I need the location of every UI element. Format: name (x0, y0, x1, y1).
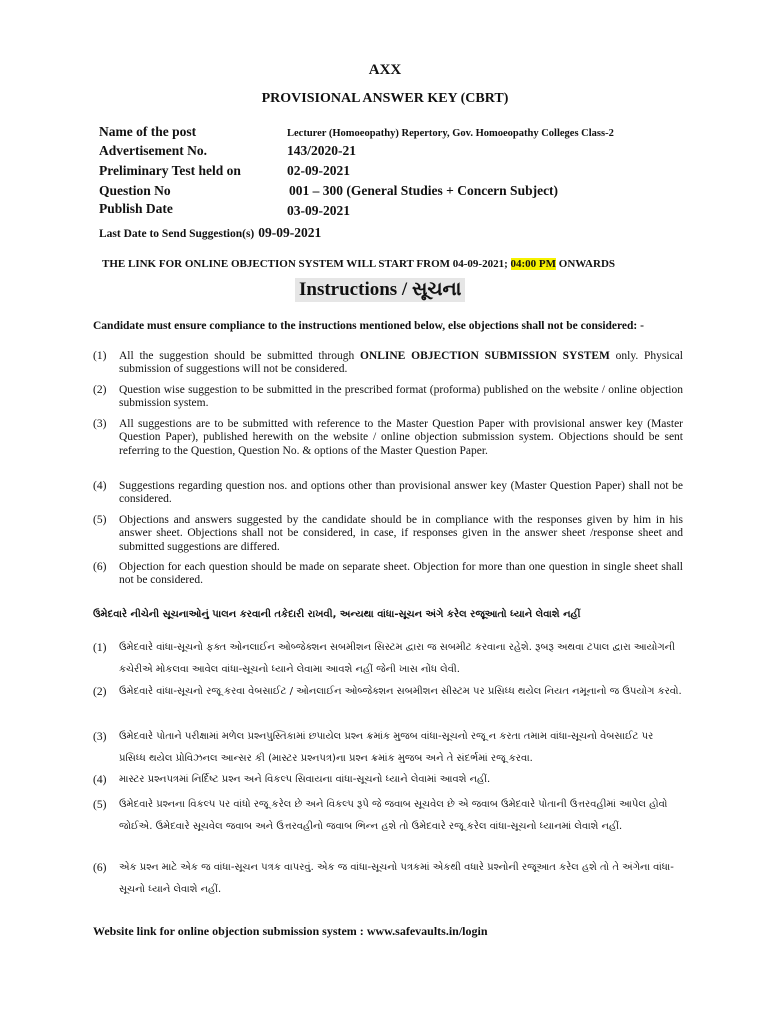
field-post-label: Name of the post (99, 124, 197, 139)
gujarati-item-number: (5) (93, 799, 107, 811)
instruction-text: All suggestions are to be submitted with reference to the Master Question Paper with provisional answer key (Master Question Paper), published herewith on the website / online objection submission system. Objections should be sent referring to the Question, Question No. & options of the Master Question Paper. (119, 418, 683, 457)
field-publish-date-value: 03-09-2021 (287, 203, 350, 218)
field-test-date-label: Preliminary Test held on (99, 163, 241, 178)
field-last-date-label: Last Date to Send Suggestion(s) (99, 228, 255, 240)
gujarati-item-text: ઉમેદવારે પોતાને પરીક્ષામાં મળેલ પ્રશ્નપુસ્તિકામાં છપાયેલ પ્રશ્ન ક્રમાંક મુજબ વાંધા-સૂચનો રજૂ ન કરતા તમામ વાંધા-સૂચનો વેબસાઈટ પર પ્રસિધ્ધ થયેલ પ્રોવિઝનલ આન્સર કી (માસ્ટર પ્રશ્નપત્ર)ના પ્રશ્ન ક્રમાંક મુજબ અને તે સંદર્ભમાં રજૂ કરવા. (119, 731, 654, 764)
instructions-intro: Candidate must ensure compliance to the instructions mentioned below, else objections shall not be considered: - (93, 320, 644, 332)
gujarati-item (93, 637, 683, 681)
gujarati-item-number: (1) (93, 642, 107, 654)
gujarati-item (93, 769, 683, 791)
gujarati-item (93, 681, 683, 703)
notice-text: THE LINK FOR ONLINE OBJECTION SYSTEM WILL START FROM 04-09-2021; (102, 258, 508, 270)
website-link[interactable]: www.safevaults.in/login (366, 924, 488, 938)
instructions-title: Instructions / સૂચના (295, 278, 465, 302)
instruction-number: (2) (93, 384, 107, 396)
instruction-item (93, 480, 683, 507)
gujarati-item-text: માસ્ટર પ્રશ્નપત્રમાં નિર્દિષ્ટ પ્રશ્ન અને વિકલ્પ સિવાયના વાંધા-સૂચનો ધ્યાને લેવામાં આવશે નહીં. (119, 774, 491, 785)
gujarati-item (93, 857, 683, 901)
instruction-number: (4) (93, 480, 107, 492)
instruction-text: Objections and answers suggested by the candidate should be in compliance with the responses given by him in his answer sheet. Objections shall not be considered, in case, if responses given in the answer sheet /response sheet and submitted suggestions are differed. (119, 514, 683, 553)
gujarati-item-number: (4) (93, 774, 107, 786)
instruction-item (93, 514, 683, 554)
instruction-item (93, 418, 683, 458)
field-question-no-value: 001 – 300 (General Studies + Concern Subject) (289, 183, 559, 198)
field-advertisement-label: Advertisement No. (99, 143, 207, 158)
document-subtitle: PROVISIONAL ANSWER KEY (CBRT) (261, 91, 509, 106)
gujarati-item-number: (2) (93, 686, 107, 698)
field-test-date-value: 02-09-2021 (287, 163, 350, 178)
instruction-number: (3) (93, 418, 107, 430)
instruction-text: All the suggestion should be submitted through ONLINE OBJECTION SUBMISSION SYSTEM only. Physical submission of suggestions will not be considered. (119, 350, 683, 376)
field-question-no-label: Question No (99, 183, 171, 198)
notice-time-highlight: 04:00 PM (510, 258, 557, 270)
gujarati-heading: ઉમેદવારે નીચેની સૂચનાઓનું પાલન કરવાની તકેદારી રાખવી, અન્યથા વાંધા-સૂચન અંગે કરેલ રજૂઆતો ધ્યાને લેવાશે નહીં (93, 609, 581, 620)
instruction-text: Question wise suggestion to be submitted in the prescribed format (proforma) published on the website / online objection submission system. (119, 384, 683, 410)
website-link-label: Website link for online objection submission system : (93, 924, 364, 938)
gujarati-item-text: ઉમેદવારે પ્રશ્નના વિકલ્પ પર વાંધો રજૂ કરેલ છે અને વિકલ્પ રૂપે જે જવાબ સૂચવેલ છે એ જવાબ ઉમેદવારે પોતાની ઉત્તરવહીમાં આપેલ હોવો જોઈએ. ઉમેદવારે સૂચવેલ જવાબ અને ઉત્તરવહીનો જવાબ ભિન્ન હશે તો ઉમેદવારે રજૂ કરેલ વાંધા-સૂચનો ધ્યાનમાં લેવાશે નહીં. (119, 799, 668, 832)
gujarati-item-text: એક પ્રશ્ન માટે એક જ વાંધા-સૂચન પત્રક વાપરવું. એક જ વાંધા-સૂચનો પત્રકમાં એકથી વધારે પ્રશ્નોની રજૂઆત કરેલ હશે તો તે અંગેના વાંધા-સૂચનો ધ્યાને લેવાશે નહીં. (119, 862, 674, 895)
exam-code: AXX (368, 62, 402, 78)
instruction-number: (1) (93, 350, 107, 362)
instruction-text: Suggestions regarding question nos. and options other than provisional answer key (Master Question Paper) shall not be considered. (119, 480, 683, 506)
field-advertisement-value: 143/2020-21 (287, 143, 356, 158)
instruction-text: Objection for each question should be made on separate sheet. Objection for more than one question in single sheet shall not be considered. (119, 561, 683, 587)
instruction-item (93, 350, 683, 377)
gujarati-item-text: ઉમેદવારે વાંધા-સૂચનો રજૂ કરવા વેબસાઈટ / ઓનલાઈન ઓબ્જેક્શન સબમીશન સીસ્ટમ પર પ્રસિધ્ધ થયેલ નિયત નમૂનાનો જ ઉપયોગ કરવો. (119, 686, 682, 697)
gujarati-item-number: (3) (93, 731, 107, 743)
gujarati-item-text: ઉમેદવારે વાંધા-સૂચનો ફક્ત ઓનલાઈન ઓબ્જેક્શન સબમીશન સિસ્ટમ દ્વારા જ સબમીટ કરવાના રહેશે. રૂબરૂ અથવા ટપાલ દ્વારા આયોગની કચેરીએ મોકલવા આવેલ વાંધા-સૂચનો ધ્યાને લેવામા આવશે નહીં જેની ખાસ નોંધ લેવી. (119, 642, 675, 675)
instruction-item (93, 384, 683, 411)
website-link-line (93, 924, 488, 939)
field-post-value: Lecturer (Homoeopathy) Repertory, Gov. Homoeopathy Colleges Class-2 (287, 128, 614, 139)
instruction-item (93, 561, 683, 588)
field-last-date (99, 224, 321, 242)
field-last-date-value: 09-09-2021 (258, 225, 322, 240)
objection-system-notice (102, 258, 615, 270)
notice-onwards: ONWARDS (558, 258, 616, 270)
field-publish-date-label: Publish Date (99, 201, 173, 216)
instruction-number: (6) (93, 561, 107, 573)
gujarati-item-number: (6) (93, 862, 107, 874)
instruction-number: (5) (93, 514, 107, 526)
gujarati-item (93, 794, 683, 838)
gujarati-item (93, 726, 683, 770)
